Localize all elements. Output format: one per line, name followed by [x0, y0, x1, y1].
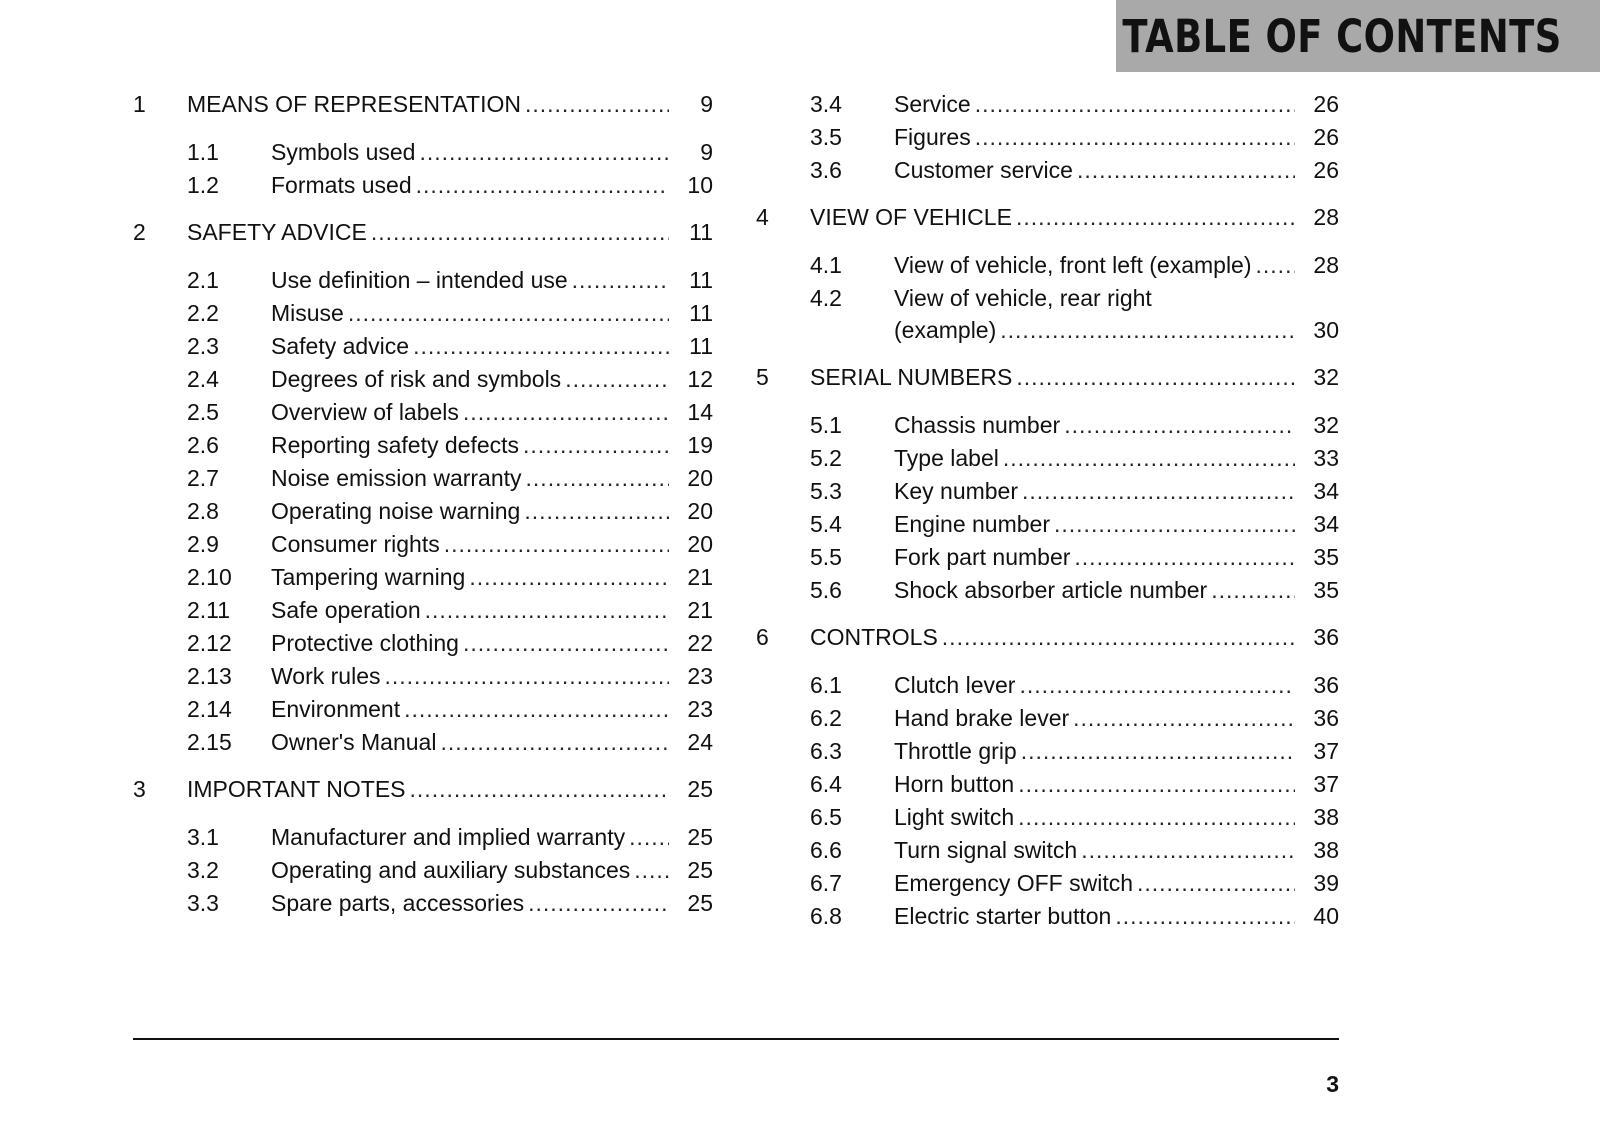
toc-subsection-entry[interactable] [133, 136, 713, 169]
subsection-title-wrap [271, 429, 669, 462]
section-page: 36 [1313, 624, 1339, 650]
dot-leader [1022, 475, 1295, 508]
subsection-page: 25 [687, 857, 713, 883]
subsection-page: 37 [1313, 738, 1339, 764]
subsection-page: 14 [687, 399, 713, 425]
section-title-wrap [810, 361, 1295, 394]
subsection-number: 4.1 [810, 252, 842, 278]
subsection-title: Overview of labels [271, 399, 459, 425]
subsection-title-wrap [271, 528, 669, 561]
subsection-title-wrap [894, 834, 1295, 867]
subsection-title: Noise emission warranty [271, 465, 522, 491]
subsection-title-wrap [894, 669, 1295, 702]
dot-leader [425, 594, 669, 627]
dot-leader [1018, 801, 1295, 834]
toc-subsection-entry[interactable] [756, 249, 1339, 282]
subsection-number: 2.8 [187, 498, 219, 524]
subsection-title: Consumer rights [271, 531, 440, 557]
subsection-title: Symbols used [271, 139, 416, 165]
section-title-wrap [810, 621, 1295, 654]
subsection-page: 25 [687, 824, 713, 850]
subsection-number: 5.5 [810, 544, 842, 570]
subsection-title-wrap [894, 702, 1295, 735]
subsection-page: 20 [687, 498, 713, 524]
subsection-title-wrap [271, 854, 669, 887]
subsection-page: 19 [687, 432, 713, 458]
dot-leader [565, 363, 669, 396]
subsection-title-wrap [894, 768, 1295, 801]
toc-section-entry[interactable] [756, 361, 1339, 394]
subsection-title: Customer service [894, 157, 1073, 183]
toc-subsection-entry[interactable] [756, 508, 1339, 541]
subsection-number: 4.2 [810, 285, 842, 311]
dot-leader [1003, 442, 1295, 475]
subsection-title-wrap [271, 495, 669, 528]
subsection-title-wrap [271, 169, 669, 202]
dot-leader [524, 495, 669, 528]
subsection-number: 2.14 [187, 696, 232, 722]
subsection-page: 38 [1313, 804, 1339, 830]
dot-leader [629, 821, 669, 854]
subsection-title: View of vehicle, front left (example) [894, 252, 1252, 278]
dot-leader [444, 528, 669, 561]
subsection-title: Emergency OFF switch [894, 870, 1133, 896]
subsection-number: 6.2 [810, 705, 842, 731]
subsection-number: 2.11 [187, 597, 231, 623]
subsection-title-wrap [894, 867, 1295, 900]
subsection-page: 22 [687, 630, 713, 656]
subsection-title: Horn button [894, 771, 1015, 797]
subsection-title-wrap [271, 396, 669, 429]
subsection-number: 2.7 [187, 465, 219, 491]
dot-leader [526, 462, 669, 495]
dot-leader [975, 88, 1295, 121]
dot-leader [1019, 669, 1295, 702]
subsection-number: 3.1 [187, 824, 219, 850]
subsection-title-wrap [894, 249, 1295, 282]
dot-leader [1021, 735, 1295, 768]
toc-subsection-entry[interactable] [133, 169, 713, 202]
subsection-title-wrap [894, 314, 1295, 347]
subsection-title: Throttle grip [894, 738, 1017, 764]
section-page: 11 [689, 219, 713, 245]
toc-subsection-list [133, 136, 713, 202]
toc-subsection-entry[interactable] [133, 528, 713, 561]
toc-subsection-entry[interactable] [756, 154, 1339, 187]
toc-subsection-list [756, 669, 1339, 933]
subsection-title: Fork part number [894, 544, 1071, 570]
subsection-page: 33 [1313, 445, 1339, 471]
subsection-number: 3.5 [810, 124, 842, 150]
subsection-number: 2.12 [187, 630, 232, 656]
subsection-page: 11 [689, 333, 713, 359]
subsection-number: 2.5 [187, 399, 219, 425]
toc-subsection-entry[interactable] [133, 594, 713, 627]
subsection-page: 10 [687, 172, 713, 198]
toc-subsection-entry[interactable] [133, 627, 713, 660]
subsection-page: 30 [1313, 317, 1339, 343]
toc-section-entry[interactable] [133, 773, 713, 806]
toc-subsection-entry[interactable] [133, 726, 713, 759]
subsection-page: 26 [1313, 157, 1339, 183]
section-number: 2 [133, 219, 146, 245]
subsection-title-wrap [271, 136, 669, 169]
section-number: 3 [133, 776, 146, 802]
dot-leader [348, 297, 669, 330]
toc-section [133, 773, 713, 920]
toc-subsection-entry[interactable] [756, 282, 1339, 314]
toc-subsection-list [756, 88, 1339, 187]
subsection-number: 6.1 [810, 672, 842, 698]
toc-section [756, 201, 1339, 347]
subsection-number: 6.5 [810, 804, 842, 830]
subsection-number: 1.1 [187, 139, 219, 165]
subsection-title: Manufacturer and implied warranty [271, 824, 626, 850]
dot-leader [1016, 361, 1295, 394]
subsection-title: Service [894, 91, 971, 117]
subsection-number: 2.1 [187, 267, 219, 293]
toc-subsection-entry[interactable] [133, 363, 713, 396]
toc-subsection-entry[interactable] [756, 900, 1339, 933]
subsection-page: 34 [1313, 511, 1339, 537]
subsection-number: 6.3 [810, 738, 842, 764]
toc-subsection-entry[interactable] [133, 887, 713, 920]
subsection-title-wrap [271, 594, 669, 627]
subsection-title-wrap [894, 409, 1295, 442]
subsection-number: 2.9 [187, 531, 219, 557]
subsection-page: 20 [687, 531, 713, 557]
toc-subsection-entry[interactable] [133, 693, 713, 726]
subsection-page: 23 [687, 696, 713, 722]
toc-section [133, 88, 713, 202]
subsection-title-wrap [271, 660, 669, 693]
dot-leader [572, 264, 669, 297]
section-page: 9 [700, 91, 713, 117]
page-number: 3 [1326, 1071, 1339, 1097]
toc-subsection-entry[interactable] [756, 88, 1339, 121]
subsection-title-wrap [894, 154, 1295, 187]
subsection-number: 2.13 [187, 663, 232, 689]
subsection-title: Operating noise warning [271, 498, 521, 524]
footer-divider [133, 1038, 1339, 1040]
subsection-number: 5.6 [810, 577, 842, 603]
subsection-title-wrap [271, 561, 669, 594]
subsection-title: Use definition – intended use [271, 267, 568, 293]
subsection-title-wrap [271, 462, 669, 495]
subsection-title: Protective clothing [271, 630, 459, 656]
subsection-page: 11 [689, 267, 713, 293]
toc-subsection-entry[interactable] [756, 669, 1339, 702]
subsection-page: 34 [1313, 478, 1339, 504]
toc-subsection-entry[interactable] [133, 660, 713, 693]
subsection-number: 2.6 [187, 432, 219, 458]
subsection-title: Safe operation [271, 597, 421, 623]
subsection-title-wrap [271, 264, 669, 297]
subsection-title-wrap [894, 735, 1295, 768]
header-banner [1116, 0, 1600, 72]
subsection-page: 24 [687, 729, 713, 755]
subsection-title: Clutch lever [894, 672, 1016, 698]
dot-leader [525, 88, 669, 121]
subsection-number: 3.4 [810, 91, 842, 117]
subsection-title: Tampering warning [271, 564, 466, 590]
subsection-title-wrap [894, 508, 1295, 541]
toc-subsection-entry[interactable] [133, 330, 713, 363]
page-title: TABLE OF CONTENTS [1122, 10, 1562, 63]
toc-subsection-list [756, 249, 1339, 347]
dot-leader [1018, 768, 1295, 801]
toc-subsection-entry[interactable] [756, 409, 1339, 442]
subsection-title-wrap [894, 282, 1339, 315]
dot-leader [942, 621, 1295, 654]
toc-subsection-entry[interactable] [133, 462, 713, 495]
dot-leader [1074, 541, 1295, 574]
dot-leader [1211, 574, 1295, 607]
section-title: CONTROLS [810, 624, 938, 650]
toc-subsection-entry[interactable] [133, 396, 713, 429]
subsection-title: Environment [271, 696, 401, 722]
dot-leader [410, 773, 669, 806]
section-page: 32 [1313, 364, 1339, 390]
subsection-title: Figures [894, 124, 971, 150]
subsection-title-wrap [894, 900, 1295, 933]
subsection-number: 3.2 [187, 857, 219, 883]
section-number: 4 [756, 204, 769, 230]
subsection-title-wrap [271, 887, 669, 920]
subsection-number: 2.2 [187, 300, 219, 326]
subsection-title-wrap [271, 627, 669, 660]
subsection-page: 40 [1313, 903, 1339, 929]
toc-section-entry[interactable] [133, 88, 713, 121]
toc-subsection-entry[interactable] [133, 821, 713, 854]
dot-leader [1115, 900, 1295, 933]
subsection-number: 5.1 [810, 412, 842, 438]
subsection-title-wrap [271, 330, 669, 363]
subsection-number: 2.4 [187, 366, 219, 392]
subsection-title: Light switch [894, 804, 1015, 830]
dot-leader [463, 396, 669, 429]
subsection-title: Type label [894, 445, 999, 471]
subsection-page: 12 [687, 366, 713, 392]
subsection-title: Degrees of risk and symbols [271, 366, 562, 392]
subsection-title: Engine number [894, 511, 1050, 537]
section-title: IMPORTANT NOTES [187, 776, 406, 802]
toc-subsection-entry[interactable] [133, 264, 713, 297]
subsection-number: 5.2 [810, 445, 842, 471]
subsection-number: 6.4 [810, 771, 842, 797]
subsection-title: Safety advice [271, 333, 410, 359]
subsection-title-wrap [894, 801, 1295, 834]
subsection-number: 2.15 [187, 729, 232, 755]
dot-leader [469, 561, 669, 594]
subsection-page: 21 [687, 597, 713, 623]
subsection-title: Chassis number [894, 412, 1061, 438]
dot-leader [440, 726, 669, 759]
subsection-page: 9 [700, 139, 713, 165]
dot-leader [1073, 702, 1295, 735]
dot-leader [1000, 314, 1295, 347]
toc-subsection-entry[interactable] [756, 574, 1339, 607]
section-number: 1 [133, 91, 146, 117]
subsection-title-wrap [894, 541, 1295, 574]
toc-subsection-entry[interactable] [133, 297, 713, 330]
subsection-title-wrap [894, 442, 1295, 475]
toc-subsection-entry[interactable] [756, 541, 1339, 574]
section-number: 6 [756, 624, 769, 650]
subsection-number: 6.6 [810, 837, 842, 863]
dot-leader [413, 330, 669, 363]
toc-section [133, 216, 713, 759]
toc-subsection-list [756, 409, 1339, 607]
toc-subsection-entry[interactable] [133, 561, 713, 594]
toc-subsection-entry[interactable] [133, 429, 713, 462]
toc-section [756, 621, 1339, 933]
dot-leader [416, 169, 669, 202]
subsection-title: Shock absorber article number [894, 577, 1208, 603]
toc-section-continued [756, 88, 1339, 187]
subsection-page: 11 [689, 300, 713, 326]
toc-subsection-list [133, 821, 713, 920]
toc-subsection-entry[interactable] [756, 442, 1339, 475]
dot-leader [528, 887, 669, 920]
section-page: 25 [687, 776, 713, 802]
subsection-title: Hand brake lever [894, 705, 1070, 731]
toc-subsection-entry[interactable] [756, 801, 1339, 834]
toc-left-column [133, 88, 713, 920]
subsection-title: Misuse [271, 300, 344, 326]
subsection-title: Turn signal switch [894, 837, 1078, 863]
subsection-title: View of vehicle, rear right [894, 285, 1152, 311]
subsection-page: 25 [687, 890, 713, 916]
subsection-number: 3.3 [187, 890, 219, 916]
section-page: 28 [1313, 204, 1339, 230]
subsection-page: 35 [1313, 544, 1339, 570]
subsection-title-wrap [894, 475, 1295, 508]
subsection-page: 36 [1313, 705, 1339, 731]
dot-leader [523, 429, 669, 462]
subsection-number: 2.3 [187, 333, 219, 359]
toc-section-entry[interactable] [756, 621, 1339, 654]
subsection-title-continued: (example) [894, 317, 997, 343]
subsection-title-wrap [894, 121, 1295, 154]
subsection-number: 5.3 [810, 478, 842, 504]
subsection-title-wrap [894, 88, 1295, 121]
section-title: VIEW OF VEHICLE [810, 204, 1012, 230]
section-title-wrap [187, 88, 669, 121]
dot-leader [1064, 409, 1295, 442]
subsection-page: 21 [687, 564, 713, 590]
dot-leader [1016, 201, 1295, 234]
toc-subsection-entry-continued[interactable] [756, 314, 1339, 347]
dot-leader [1054, 508, 1295, 541]
dot-leader [1137, 867, 1295, 900]
dot-leader [975, 121, 1295, 154]
dot-leader [634, 854, 669, 887]
section-title: SERIAL NUMBERS [810, 364, 1013, 390]
subsection-title: Key number [894, 478, 1019, 504]
toc-subsection-entry[interactable] [756, 702, 1339, 735]
subsection-title-wrap [271, 726, 669, 759]
subsection-title-wrap [271, 693, 669, 726]
subsection-page: 28 [1313, 252, 1339, 278]
toc-section-entry[interactable] [756, 201, 1339, 234]
subsection-title-wrap [271, 821, 669, 854]
toc-subsection-entry[interactable] [756, 121, 1339, 154]
subsection-page: 35 [1313, 577, 1339, 603]
subsection-number: 3.6 [810, 157, 842, 183]
dot-leader [1077, 154, 1295, 187]
section-title-wrap [187, 773, 669, 806]
subsection-page: 36 [1313, 672, 1339, 698]
toc-subsection-entry[interactable] [756, 768, 1339, 801]
toc-section [756, 361, 1339, 607]
section-title-wrap [187, 216, 669, 249]
dot-leader [404, 693, 669, 726]
dot-leader [385, 660, 670, 693]
toc-subsection-list [133, 264, 713, 759]
subsection-page: 23 [687, 663, 713, 689]
toc-subsection-entry[interactable] [756, 475, 1339, 508]
dot-leader [1256, 249, 1295, 282]
subsection-page: 20 [687, 465, 713, 491]
subsection-title: Reporting safety defects [271, 432, 520, 458]
subsection-page: 37 [1313, 771, 1339, 797]
dot-leader [463, 627, 669, 660]
dot-leader [1081, 834, 1295, 867]
subsection-title: Formats used [271, 172, 412, 198]
subsection-title: Owner's Manual [271, 729, 437, 755]
subsection-number: 6.8 [810, 903, 842, 929]
subsection-title: Operating and auxiliary substances [271, 857, 631, 883]
subsection-title: Electric starter button [894, 903, 1112, 929]
subsection-number: 5.4 [810, 511, 842, 537]
subsection-number: 2.10 [187, 564, 232, 590]
toc-section-entry[interactable] [133, 216, 713, 249]
toc-subsection-entry[interactable] [756, 867, 1339, 900]
subsection-number: 1.2 [187, 172, 219, 198]
toc-subsection-entry[interactable] [133, 854, 713, 887]
section-title: SAFETY ADVICE [187, 219, 367, 245]
subsection-title-wrap [271, 363, 669, 396]
subsection-page: 39 [1313, 870, 1339, 896]
subsection-page: 32 [1313, 412, 1339, 438]
toc-right-column [756, 88, 1339, 933]
subsection-title-wrap [271, 297, 669, 330]
toc-subsection-entry[interactable] [756, 834, 1339, 867]
subsection-title: Work rules [271, 663, 381, 689]
toc-subsection-entry[interactable] [133, 495, 713, 528]
subsection-number: 6.7 [810, 870, 842, 896]
dot-leader [371, 216, 669, 249]
subsection-title-wrap [894, 574, 1295, 607]
section-number: 5 [756, 364, 769, 390]
subsection-page: 26 [1313, 124, 1339, 150]
section-title: MEANS OF REPRESENTATION [187, 91, 521, 117]
dot-leader [419, 136, 669, 169]
toc-subsection-entry[interactable] [756, 735, 1339, 768]
section-title-wrap [810, 201, 1295, 234]
subsection-title: Spare parts, accessories [271, 890, 525, 916]
subsection-page: 26 [1313, 91, 1339, 117]
subsection-page: 38 [1313, 837, 1339, 863]
